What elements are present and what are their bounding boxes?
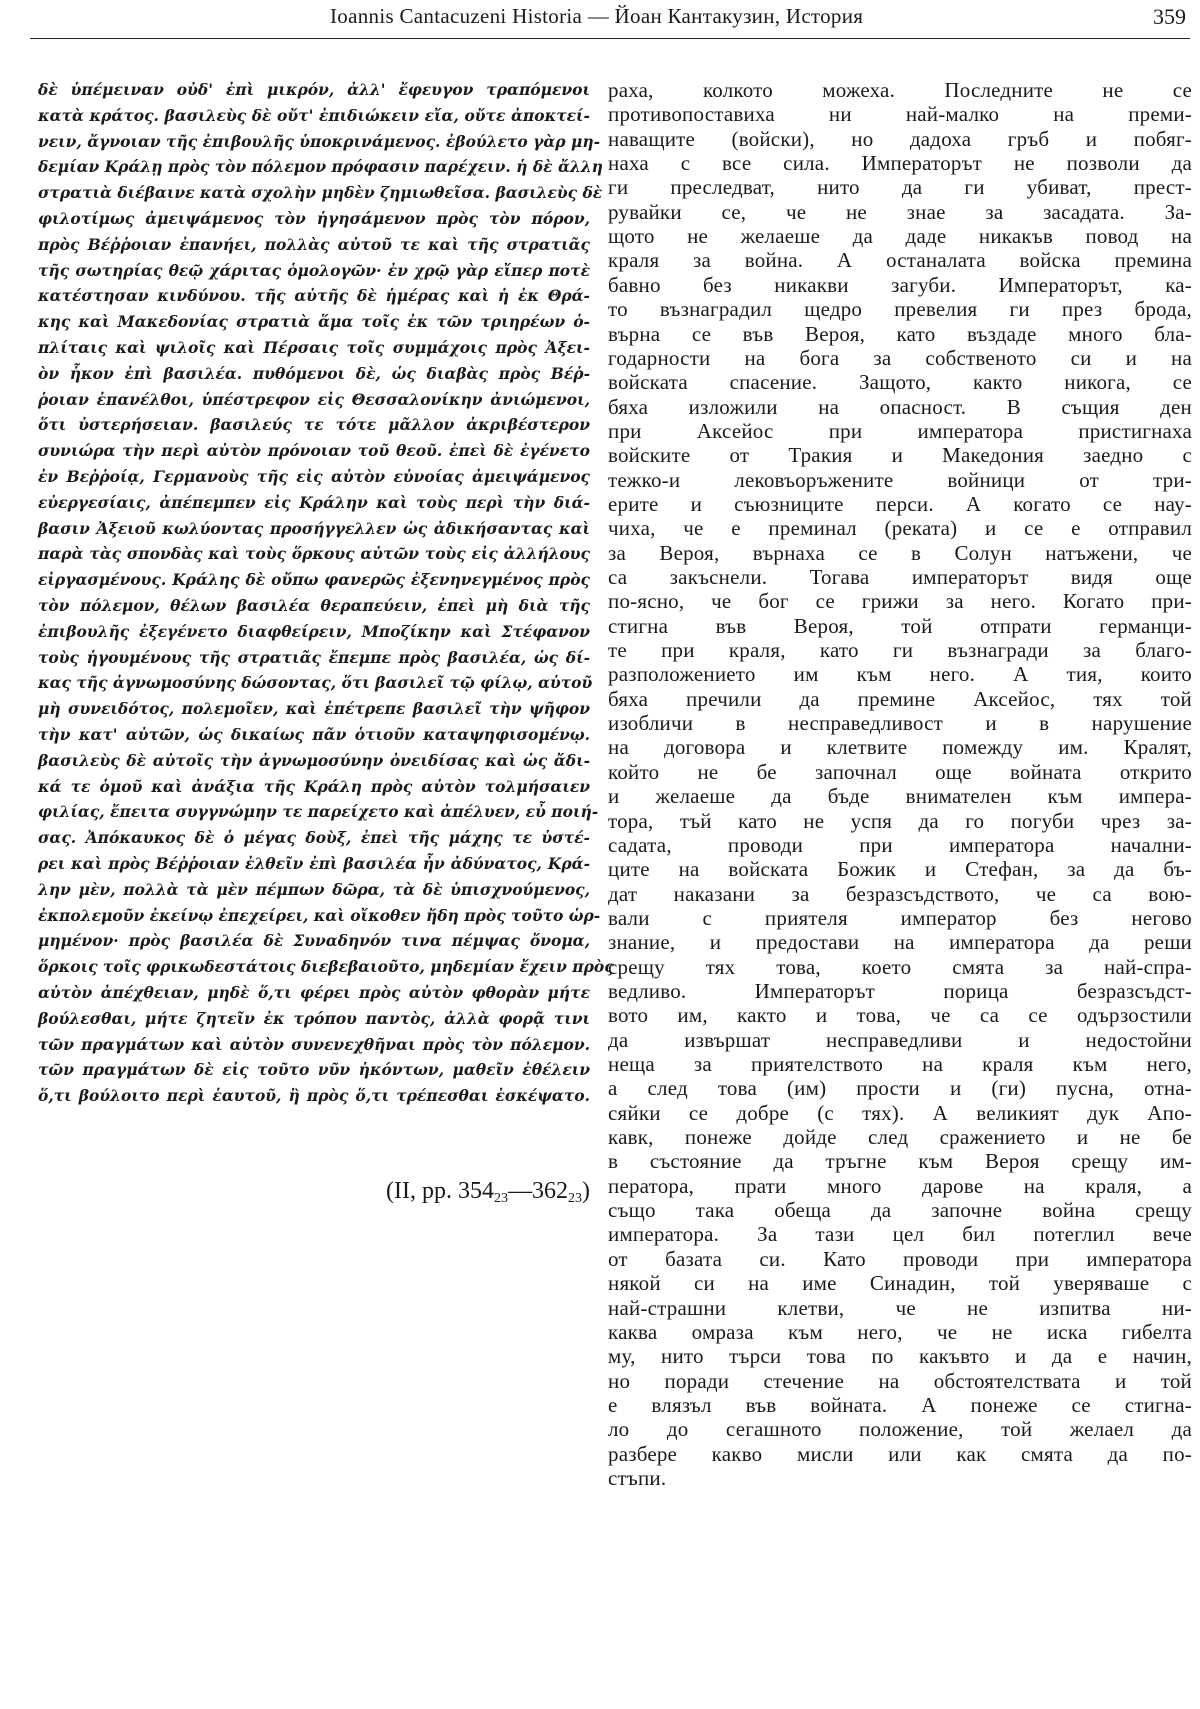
bulgarian-text-line: ерите и съюзниците перси. А когато се нау-	[608, 491, 1192, 516]
greek-text-line: δὲ ὑπέμειναν οὐδ' ἐπὶ μικρόν, ἀλλ' ἔφευγον τραπόμενοι	[38, 80, 590, 99]
greek-text-line: ἐν Βεῤῥοίᾳ, Γερμανοὺς τῆς εἰς αὐτὸν εὐνοίας ἀμειψάμενος	[38, 467, 590, 486]
header-title: Ioannis Cantacuzeni Historia — Йоан Кантакузин, История	[330, 4, 864, 28]
greek-text-line: κατέστησαν κινδύνου. τῆς αὐτῆς δὲ ἡμέρας καὶ ἡ ἐκ Θρά-	[38, 286, 590, 306]
greek-text-line: μημένον· πρὸς βασιλέα δὲ Συναδηνόν τινα πέμψας ὄνομα,	[38, 931, 590, 951]
bulgarian-text-line: кавк, понеже дойде след сражението и не бе	[608, 1125, 1192, 1150]
bulgarian-text-line: те при краля, като ги възнагради за благо-	[608, 638, 1192, 663]
greek-text-line: τὴν κατ' αὐτῶν, ὡς δικαίως πᾶν ὁτιοῦν καταψηφισομένῳ.	[38, 725, 590, 744]
bulgarian-text-line: стъпи.	[608, 1465, 667, 1490]
greek-text-line: δεμίαν Κράλῃ πρὸς τὸν πόλεμον πρόφασιν παρέχειν. ἡ δὲ ἄλλη	[38, 157, 603, 177]
greek-text-line: αὐτὸν ἀπέχθειαν, μηδὲ ὅ,τι φέρει πρὸς αὐτὸν φθορὰν μήτε	[38, 983, 590, 1002]
bulgarian-text-line: императора. За тази цел бил потеглил вече	[608, 1222, 1192, 1247]
greek-text-line: φιλίας, ἔπειτα συγγνώμην τε παρείχετο καὶ ἀπέλυεν, εὖ ποιή-	[38, 802, 599, 822]
source-citation	[386, 1178, 590, 1207]
bulgarian-text-line: също така обеща да започне война срещу	[608, 1198, 1192, 1223]
bulgarian-text-line: бяха изложили на опасност. В същия ден	[608, 394, 1192, 419]
bulgarian-text-line: вали с приятеля император без негово	[608, 905, 1192, 930]
bulgarian-text-line: при Аксейос при императора пристигнаха	[608, 418, 1192, 443]
bulgarian-text-line: войските от Тракия и Македония заедно с	[608, 443, 1192, 468]
bulgarian-text-line: върна се във Вероя, като въздаде много бла-	[608, 321, 1192, 346]
greek-text-line: τοὺς ἡγουμένους τῆς στρατιᾶς ἔπεμπε πρὸς βασιλέα, ὡς δί-	[38, 647, 590, 667]
greek-text-line: συνιώρα τὴν περὶ αὐτὸν πρόνοιαν τοῦ θεοῦ. ἐπεὶ δὲ ἐγένετο	[38, 441, 590, 461]
bulgarian-text-line: стигна във Вероя, той отпрати германци-	[608, 613, 1192, 638]
greek-text-line: ρει καὶ πρὸς Βέῤῥοιαν ἐλθεῖν ἐπὶ βασιλέα ἦν ἀδύνατος, Κρά-	[38, 854, 590, 873]
greek-text-line: βασιν Ἀξειοῦ κωλύοντας προσήγγελλεν ὡς ἀδικήσαντας καὶ	[38, 518, 590, 538]
bulgarian-text-line: от базата си. Като проводи при императора	[608, 1246, 1192, 1271]
bulgarian-text-line: най-страшни клетви, че не изпитва ни-	[608, 1295, 1192, 1320]
bulgarian-text-line: е влязъл във войната. А понеже се стигна-	[608, 1392, 1192, 1417]
bulgarian-text-line: на договора и клетвите помежду им. Кралят,	[608, 735, 1192, 760]
bulgarian-text-line: краля за война. А останалата войска премина	[608, 248, 1192, 273]
greek-text-line: κας τῆς ἀγνωμοσύνης δώσοντας, ὅτι βασιλεῖ τῷ φίλῳ, αὐτοῦ	[38, 673, 593, 693]
bulgarian-text-line: бяха пречили да премине Аксейос, тях той	[608, 686, 1192, 711]
greek-text-line: φιλοτίμως ἀμειψάμενος τὸν ἡγησάμενον πρὸς τὸν πόρον,	[38, 209, 590, 228]
greek-text-line: βασιλεὺς δὲ αὐτοῖς τὴν ἀγνωμοσύνην ὀνειδίσας καὶ ὡς ἄδι-	[38, 750, 590, 770]
greek-text-line: ὅ,τι βούλοιτο περὶ ἑαυτοῦ, ἢ πρὸς ὅ,τι τρέπεσθαι ἐσκέψατο.	[38, 1086, 590, 1106]
bulgarian-text-line: садата, проводи при императора начални-	[608, 832, 1192, 857]
greek-text-line: τὸν πόλεμον, θέλων βασιλέα θεραπεύειν, ἐπεὶ μὴ διὰ τῆς	[38, 596, 590, 615]
bulgarian-text-line: който не бе започнал още войната открито	[608, 759, 1192, 784]
bulgarian-text-line: разположението им към него. А тия, които	[608, 662, 1192, 687]
bulgarian-text-line: ператора, прати много дарове на краля, а	[608, 1173, 1192, 1198]
bulgarian-text-line: тора, тъй като не успя да го погуби чрез за-	[608, 808, 1192, 833]
running-header	[0, 0, 1200, 40]
bulgarian-text-line: щото не желаеше да даде никакъв повод на	[608, 224, 1192, 249]
greek-text-line: εὐεργεσίαις, ἀπέπεμπεν εἰς Κράλην καὶ τοὺς περὶ τὴν διά-	[38, 492, 590, 512]
greek-text-line: πρὸς Βέῤῥοιαν ἐπανήει, πολλὰς αὐτοῦ τε καὶ τῆς στρατιᾶς	[38, 234, 590, 254]
bulgarian-text-line: му, нито търси това по какъвто и да е начин,	[608, 1344, 1192, 1369]
greek-text-line: κά τε ὁμοῦ καὶ ἀνάξια τῆς Κράλη πρὸς αὐτὸν τολμήσαιεν	[38, 776, 590, 796]
bulgarian-text-line: раха, колкото можеха. Последните не се	[608, 78, 1192, 102]
citation-sub1: 23	[494, 1191, 508, 1206]
bulgarian-text-line: сяйки се добре (с тях). А великият дук Апо-	[608, 1100, 1192, 1125]
bulgarian-text-line: рувайки се, че не знае за засадата. За-	[608, 199, 1192, 224]
greek-text-line: ῥοιαν ἐπανέλθοι, ὑπέστρεφον εἰς Θεσσαλονίκην ἀνιώμενοι,	[38, 389, 590, 409]
bulgarian-text-line: но поради стечение на обстоятелствата и той	[608, 1368, 1192, 1393]
bulgarian-text-line: и желаеше да бъде внимателен към импера-	[608, 784, 1192, 809]
bulgarian-text-line: по-ясно, че бог се грижи за него. Когато при-	[608, 589, 1192, 614]
bulgarian-text-line: изобличи в несправедливост и в нарушение	[608, 711, 1192, 736]
greek-text-line: μὴ συνειδότος, πολεμοῖεν, καὶ ἐπέτρεπε βασιλεῖ τὴν ψῆφον	[38, 699, 590, 719]
page-number: 359	[1153, 4, 1186, 29]
bulgarian-text-line: противопоставиха ни най-малко на преми-	[608, 102, 1192, 127]
greek-text-line: στρατιὰ διέβαινε κατὰ σχολὴν μηδὲν ζημιωθεῖσα. βασιλεὺς δὲ	[38, 183, 603, 203]
bulgarian-text-line: ведливо. Императорът порица безразсъдст-	[608, 978, 1192, 1003]
bulgarian-text-line: дат наказани за безразсъдството, че са вою-	[608, 881, 1192, 906]
bulgarian-text-line: разбере какво мисли или как смята да по-	[608, 1441, 1192, 1466]
greek-text-line: λην μὲν, πολλὰ τὰ μὲν πέμπων δῶρα, τὰ δὲ ὑπισχνούμενος,	[38, 879, 590, 899]
bulgarian-text-line: са закъснели. Тогава императорът видя още	[608, 565, 1192, 589]
bulgarian-text-line: наващите (войски), но дадоха гръб и побяг-	[608, 126, 1192, 151]
citation-sub2: 23	[568, 1191, 582, 1206]
bulgarian-text-line: да извършат несправедливи и недостойни	[608, 1027, 1192, 1052]
greek-text-line: κατὰ κράτος. βασιλεὺς δὲ οὔτ' ἐπιδιώκειν εἴα, οὔτε ἀποκτεί-	[38, 105, 590, 125]
bulgarian-text-line: каква омраза към него, че не иска гибелта	[608, 1319, 1192, 1344]
greek-text-line: βούλεσθαι, μήτε ζητεῖν ἐκ τρόπου παντὸς, ἀλλὰ φορᾷ τινι	[38, 1008, 590, 1028]
greek-text-line: τῶν πραγμάτων δὲ εἰς τοῦτο νῦν ἡκόντων, μαθεῖν ἐθέλειν	[38, 1060, 590, 1080]
greek-text-line: ὸν ἧκον ἐπὶ βασιλέα. πυθόμενοι δὲ, ὡς διαβὰς πρὸς Βέῤ-	[38, 363, 590, 383]
greek-text-line: παρὰ τὰς σπονδὰς καὶ τοὺς ὅρκους αὐτῶν τοὺς εἰς ἀλλήλους	[38, 544, 590, 564]
greek-text-line: εἰργασμένους. Κράλης δὲ οὔπω φανερῶς ἐξενηνεγμένος πρὸς	[38, 570, 590, 590]
bulgarian-text-line: вото им, както и това, че са се одързостили	[608, 1003, 1192, 1028]
bulgarian-text-line: бавно без никакви загуби. Императорът, ка-	[608, 272, 1192, 297]
bulgarian-text-line: годарности на бога за собственото си и на	[608, 345, 1192, 370]
greek-text-line: ἐκπολεμοῦν ἐκείνῳ ἐπεχείρει, καὶ οἴκοθεν ἤδη πρὸς τοῦτο ὡρ-	[38, 905, 601, 925]
greek-text-line: ὅρκοις τοῖς φρικωδεστάτοις διεβεβαιοῦτο, μηδεμίαν ἔχειν πρὸς	[38, 957, 614, 977]
citation-middle: —362	[508, 1178, 568, 1204]
bulgarian-text-line: знание, и предостави на императора да реши	[608, 930, 1192, 955]
bulgarian-text-line: някой си на име Синадин, той уверяваше с	[608, 1271, 1192, 1296]
bulgarian-text-line: войската спасение. Защото, както никога, се	[608, 370, 1192, 395]
greek-text-line: σας. Ἀπόκαυκος δὲ ὁ μέγας δοὺξ, ἐπεὶ τῆς μάχης τε ὑστέ-	[38, 828, 590, 848]
greek-text-line: ὅτι ὑστερήσειαν. βασιλεύς τε τότε μᾶλλον ἀκριβέστερον	[38, 415, 590, 435]
bulgarian-text-line: тежко-и лековъоръжените войници от три-	[608, 467, 1192, 492]
bulgarian-text-line: ги преследват, нито да ги убиват, прест-	[608, 175, 1192, 200]
bulgarian-text-line: за Вероя, върнаха се в Солун натъжени, че	[608, 540, 1192, 565]
greek-text-line: πλίταις καὶ ψιλοῖς καὶ Πέρσαις τοῖς συμμάχοις πρὸς Ἀξει-	[38, 338, 590, 357]
citation-suffix: )	[582, 1178, 590, 1204]
bulgarian-text-line: ло до сегашното положение, той желаел да	[608, 1417, 1192, 1442]
greek-text-line: νειν, ἄγνοιαν τῆς ἐπιβουλῆς ὑποκρινάμενος. ἐβούλετο γὰρ μη-	[38, 131, 601, 151]
bulgarian-text-line: срещу тях това, което смята за най-спра-	[608, 954, 1192, 979]
greek-text-line: τῆς σωτηρίας θεῷ χάριτας ὁμολογῶν· ἐν χρῷ γὰρ εἴπερ ποτὲ	[38, 260, 590, 280]
citation-prefix: (II, pp. 354	[386, 1178, 494, 1204]
greek-text-line: κης καὶ Μακεδονίας στρατιὰ ἅμα τοῖς ἐκ τῶν τριηρέων ὁ-	[38, 312, 590, 332]
bulgarian-text-line: наха с все сила. Императорът не позволи да	[608, 151, 1192, 176]
greek-text-line: τῶν πραγμάτων καὶ αὐτὸν συνενεχθῆναι πρὸς τὸν πόλεμον.	[38, 1034, 590, 1054]
bulgarian-text-line: то възнаградил щедро превелия ги през брода,	[608, 297, 1192, 322]
bulgarian-text-line: а след това (им) прости и (ги) пусна, отна-	[608, 1076, 1192, 1101]
greek-text-line: ἐπιβουλῆς ἐξεγένετο διαφθείρειν, Μποζίκην καὶ Στέφανον	[38, 621, 590, 641]
header-rule	[30, 38, 1190, 39]
bulgarian-text-line: ците на войската Божик и Стефан, за да бъ-	[608, 857, 1192, 882]
bulgarian-text-line: в състояние да тръгне към Вероя срещу им-	[608, 1149, 1192, 1174]
bulgarian-text-line: чиха, че е преминал (реката) и се е отправил	[608, 516, 1192, 541]
bulgarian-text-line: неща за приятелството на краля към него,	[608, 1052, 1192, 1076]
